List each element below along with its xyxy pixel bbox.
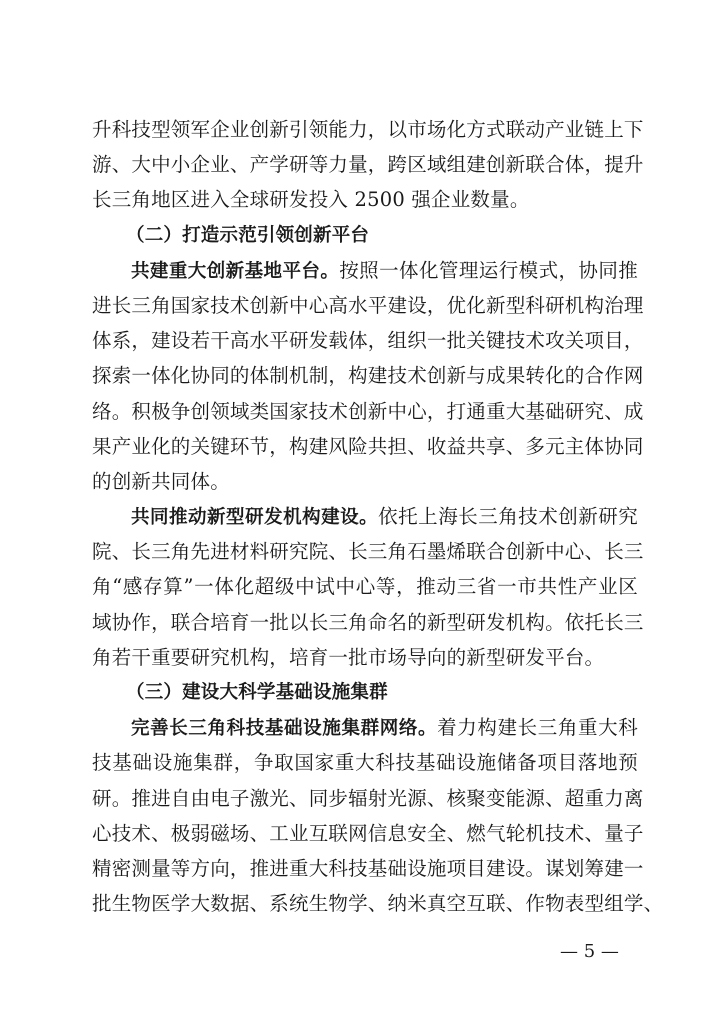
text-line: 的创新共同体。 [92,469,230,493]
paragraph-text: 着力构建长三角重大科 [437,716,638,740]
text-line: 精密测量等方向，推进重大科技基础设施项目建设。谋划筹建一 [92,856,644,880]
text-line: 研。推进自由电子激光、同步辐射光源、核聚变能源、超重力离 [92,786,644,810]
text-line: 络。积极争创领域类国家技术创新中心，打通重大基础研究、成 [92,399,644,423]
text-line: 体系，建设若干高水平研发载体，组织一批关键技术攻关项目， [92,329,644,353]
paragraph-lead: 完善长三角科技基础设施集群网络。 [131,718,438,740]
text-line: 角“感存算”一体化超级中试中心等，推动三省一市共性产业区 [92,575,638,599]
text-line: 心技术、极弱磁场、工业互联网信息安全、燃气轮机技术、量子 [92,821,644,845]
text-line: 角若干重要研究机构，培育一批市场导向的新型研发平台。 [92,645,605,669]
paragraph-text: 按照一体化管理运行模式，协同推 [339,258,638,282]
text-line [92,253,638,288]
paragraph-lead: 共同推动新型研发机构建设。 [131,507,379,529]
text-line: 技基础设施集群，争取国家重大科技基础设施储备项目落地预 [92,751,638,775]
text-line: 游、大中小企业、产学研等力量，跨区域组建创新联合体，提升 [92,153,644,177]
section-heading-3: （三）建设大科学基础设施集群 [126,682,388,703]
text-line: 进长三角国家技术创新中心高水平建设，优化新型科研机构治理 [92,293,644,317]
paragraph-lead: 共建重大创新基地平台。 [131,260,340,282]
text-line: 院、长三角先进材料研究院、长三角石墨烯联合创新中心、长三 [92,540,644,564]
text-line: 探索一体化协同的体制机制，构建技术创新与成果转化的合作网 [92,364,644,388]
text-line [92,710,638,745]
page-number: — 5 — [560,941,619,962]
text-line [92,499,638,534]
paragraph-text: 依托上海长三角技术创新研究 [378,505,638,529]
text-line: 域协作，联合培育一批以长三角命名的新型研发机构。依托长三 [92,610,644,634]
text-line: 果产业化的关键环节，构建风险共担、收益共享、多元主体协同 [92,434,644,458]
text-line: 升科技型领军企业创新引领能力，以市场化方式联动产业链上下 [92,118,644,141]
text-line: 批生物医学大数据、系统生物学、纳米真空互联、作物表型组学、 [92,892,664,916]
document-body [92,112,664,921]
text-line: 长三角地区进入全球研发投入 2500 强企业数量。 [92,188,530,212]
section-heading-2: （二）打造示范引领创新平台 [126,224,370,246]
